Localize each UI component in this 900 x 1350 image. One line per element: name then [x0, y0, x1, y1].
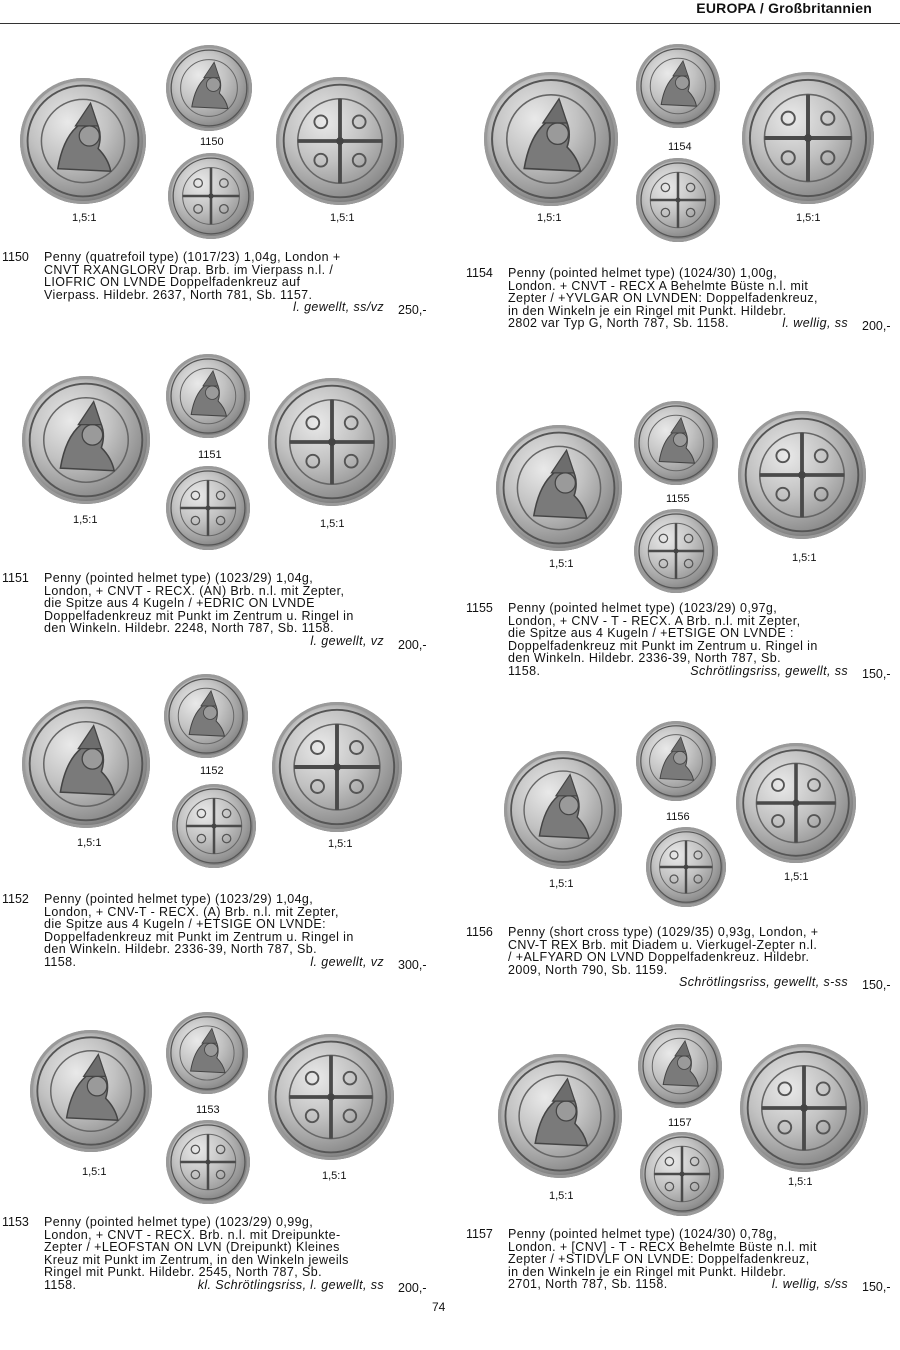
coin-reverse-large	[742, 72, 874, 204]
desc-line: Vierpass. Hildebr. 2637, North 781, Sb. 1157.	[44, 287, 313, 302]
scale-label-right: 1,5:1	[320, 518, 345, 530]
lot-number: 1156	[466, 925, 493, 939]
scale-label-right: 1,5:1	[322, 1170, 347, 1182]
condition: l. gewellt, vz	[310, 633, 384, 648]
condition: l. wellig, s/ss	[771, 1277, 848, 1291]
coin-obverse-small	[166, 354, 250, 438]
condition: l. wellig, ss	[782, 316, 848, 330]
scale-label-right: 1,5:1	[328, 838, 353, 850]
coin-reverse-small	[646, 827, 726, 907]
desc-line: in den Winkeln je ein Ringel mit Punkt. Hildebr.	[508, 1264, 787, 1279]
desc-line	[508, 1278, 848, 1291]
lot-number: 1155	[466, 601, 493, 615]
lot-1156	[464, 715, 894, 1045]
coin-reverse-small	[640, 1132, 724, 1216]
coin-reverse-small	[636, 158, 720, 242]
desc-line: Penny (pointed helmet type) (1023/29) 1,04g,	[44, 892, 314, 906]
coin-reverse-large	[268, 1034, 394, 1160]
scale-label-left: 1,5:1	[549, 1190, 574, 1202]
desc-line: Ringel mit Punkt. Hildebr. 2545, North 787, Sb.	[44, 1265, 322, 1279]
desc-line: LIOFRIC ON LVNDE Doppelfadenkreuz auf	[44, 275, 301, 289]
coin-reverse-large	[268, 378, 396, 506]
coin-obverse-small	[636, 44, 720, 128]
desc-line: London, + CNVT - RECX. Brb. n.l. mit Dreipunkte-	[44, 1227, 341, 1242]
coin-obverse-large	[22, 700, 150, 828]
desc-line-last: 2802 var Typ G, North 787, Sb. 1158.	[508, 316, 730, 330]
coin-obverse-small	[166, 1012, 248, 1094]
lot-number: 1157	[466, 1227, 493, 1241]
coin-reverse-large	[740, 1044, 868, 1172]
coin-obverse-large	[30, 1030, 152, 1152]
desc-line: Doppelfadenkreuz mit Punkt im Zentrum u. Ringel in	[44, 929, 354, 944]
desc-line	[508, 317, 848, 330]
desc-line: den Winkeln. Hildebr. 2248, North 787, Sb. 1158.	[44, 621, 334, 635]
lot-number: 1154	[466, 266, 493, 280]
desc-line-last: 2701, North 787, Sb. 1158.	[508, 1277, 668, 1291]
lot-number: 1152	[2, 892, 29, 906]
lot-number: 1151	[2, 571, 29, 585]
desc-line-last: 1158.	[44, 1277, 77, 1292]
header-rule	[0, 23, 900, 24]
desc-line: Penny (short cross type) (1029/35) 0,93g, London, +	[508, 925, 819, 939]
scale-label-left: 1,5:1	[73, 514, 98, 526]
condition: Schrötlingsriss, gewellt, ss	[690, 663, 848, 678]
coin-reverse-small	[166, 466, 250, 550]
desc-line: 2009, North 790, Sb. 1159.	[508, 962, 668, 977]
desc-line: Doppelfadenkreuz mit Punkt im Zentrum u. Ringel in	[508, 638, 818, 653]
scale-label-left: 1,5:1	[549, 558, 574, 570]
desc-line: CNV-T REX Brb. mit Diadem u. Vierkugel-Zepter n.l.	[508, 937, 818, 952]
coin-obverse-small	[166, 45, 252, 131]
desc-line: London. + [CNV] - T - RECX Behelmte Büste n.l. mit	[508, 1239, 817, 1254]
desc-line: den Winkeln. Hildebr. 2336-39, North 787, Sb.	[508, 651, 782, 665]
lot-number-label: 1157	[668, 1117, 692, 1129]
lot-number-label: 1154	[668, 141, 692, 153]
coin-obverse-large	[22, 376, 150, 504]
desc-line: CNVT RXANGLORV Drap. Brb. im Vierpass n.l. /	[44, 262, 334, 277]
price: 300,-	[398, 958, 427, 972]
lot-number-label: 1151	[198, 449, 222, 461]
scale-label-left: 1,5:1	[77, 837, 102, 849]
price: 200,-	[398, 638, 427, 652]
lot-1154	[464, 40, 894, 370]
lot-1157	[464, 1020, 894, 1350]
desc-line-last: 1158.	[508, 663, 541, 678]
desc-line-last: 1158.	[44, 954, 77, 969]
condition: kl. Schrötlingsriss, l. gewellt, ss	[197, 1277, 384, 1292]
desc-line: London. + CNVT - RECX A Behelmte Büste n.l. mit	[508, 278, 809, 293]
lot-1153	[0, 1008, 430, 1338]
price: 200,-	[398, 1281, 427, 1295]
coin-obverse-large	[496, 425, 622, 551]
coin-obverse-small	[164, 674, 248, 758]
desc-line	[508, 665, 848, 678]
lot-number-label: 1156	[666, 811, 690, 823]
desc-line: Penny (quatrefoil type) (1017/23) 1,04g, London +	[44, 250, 341, 264]
coin-reverse-large	[738, 411, 866, 539]
desc-line: Kreuz mit Punkt im Zentrum, in den Winkeln jeweils	[44, 1252, 349, 1267]
desc-line: Penny (pointed helmet type) (1023/29) 0,97g,	[508, 601, 778, 615]
lot-number: 1150	[2, 250, 29, 264]
coin-obverse-small	[634, 401, 718, 485]
coin-obverse-small	[638, 1024, 722, 1108]
condition: l. gewellt, ss/vz	[293, 300, 384, 314]
coin-obverse-large	[20, 78, 146, 204]
coin-reverse-small	[166, 1120, 250, 1204]
lot-number-label: 1155	[666, 493, 690, 505]
price: 150,-	[862, 978, 891, 992]
desc-line: Zepter / +YVLGAR ON LVNDEN: Doppelfadenkreuz,	[508, 291, 818, 305]
coin-reverse-large	[736, 743, 856, 863]
desc-line: Zepter / +STIDVLF ON LVNDE: Doppelfadenkreuz,	[508, 1252, 810, 1266]
lot-1150	[0, 40, 430, 370]
desc-line	[44, 956, 384, 969]
price: 250,-	[398, 303, 427, 317]
lot-1152	[0, 670, 430, 1000]
section-title: EUROPA / Großbritannien	[696, 0, 872, 16]
scale-label-right: 1,5:1	[784, 871, 809, 883]
page-number: 74	[432, 1300, 446, 1314]
desc-line: London, + CNV - T - RECX. A Brb. n.l. mit Zepter,	[508, 613, 801, 628]
coin-obverse-large	[498, 1054, 622, 1178]
desc-line: / +ALFYARD ON LVND Doppelfadenkreuz. Hildebr.	[508, 950, 810, 964]
coin-obverse-small	[636, 721, 716, 801]
scale-label-left: 1,5:1	[72, 212, 97, 224]
desc-line: Penny (pointed helmet type) (1023/29) 1,04g,	[44, 571, 314, 585]
scale-label-right: 1,5:1	[788, 1176, 813, 1188]
coin-reverse-large	[276, 77, 404, 205]
condition: l. gewellt, vz	[310, 954, 384, 969]
lot-number-label: 1152	[200, 765, 224, 777]
coin-reverse-small	[634, 509, 718, 593]
lot-1155	[464, 395, 894, 725]
lot-1151	[0, 350, 430, 680]
desc-line: den Winkeln. Hildebr. 2336-39, North 787, Sb.	[44, 942, 318, 956]
coin-reverse-large	[272, 702, 402, 832]
scale-label-left: 1,5:1	[549, 878, 574, 890]
price: 200,-	[862, 319, 891, 333]
price: 150,-	[862, 667, 891, 681]
scale-label-right: 1,5:1	[796, 212, 821, 224]
desc-line: Zepter / +LEOFSTAN ON LVN (Dreipunkt) Kleines	[44, 1240, 340, 1254]
page-header	[0, 0, 900, 26]
desc-line: Penny (pointed helmet type) (1024/30) 1,00g,	[508, 266, 778, 280]
coin-obverse-large	[504, 751, 622, 869]
coin-reverse-small	[168, 153, 254, 239]
desc-line: Penny (pointed helmet type) (1023/29) 0,99g,	[44, 1215, 314, 1229]
scale-label-left: 1,5:1	[537, 212, 562, 224]
desc-line: London, + CNV-T - RECX. (A) Brb. n.l. mit Zepter,	[44, 904, 339, 919]
desc-line: London, + CNVT - RECX. (AN) Brb. n.l. mit Zepter,	[44, 583, 345, 598]
desc-line: die Spitze aus 4 Kugeln / +EDRIC ON LVNDE	[44, 596, 315, 610]
scale-label-right: 1,5:1	[792, 552, 817, 564]
lot-number-label: 1153	[196, 1104, 220, 1116]
coin-obverse-large	[484, 72, 618, 206]
scale-label-left: 1,5:1	[82, 1166, 107, 1178]
lot-number: 1153	[2, 1215, 29, 1229]
desc-line: in den Winkeln je ein Ringel mit Punkt. Hildebr.	[508, 303, 787, 318]
desc-line: die Spitze aus 4 Kugeln / +ETSIGE ON LVNDE:	[44, 917, 327, 931]
condition: Schrötlingsriss, gewellt, s-ss	[679, 975, 848, 989]
price: 150,-	[862, 1280, 891, 1294]
coin-reverse-small	[172, 784, 256, 868]
desc-line: Penny (pointed helmet type) (1024/30) 0,78g,	[508, 1227, 778, 1241]
desc-line: Doppelfadenkreuz mit Punkt im Zentrum u. Ringel in	[44, 608, 354, 623]
scale-label-right: 1,5:1	[330, 212, 355, 224]
lot-number-label: 1150	[200, 136, 224, 148]
desc-line: die Spitze aus 4 Kugeln / +ETSIGE ON LVNDE :	[508, 626, 794, 640]
desc-line	[44, 1279, 384, 1292]
